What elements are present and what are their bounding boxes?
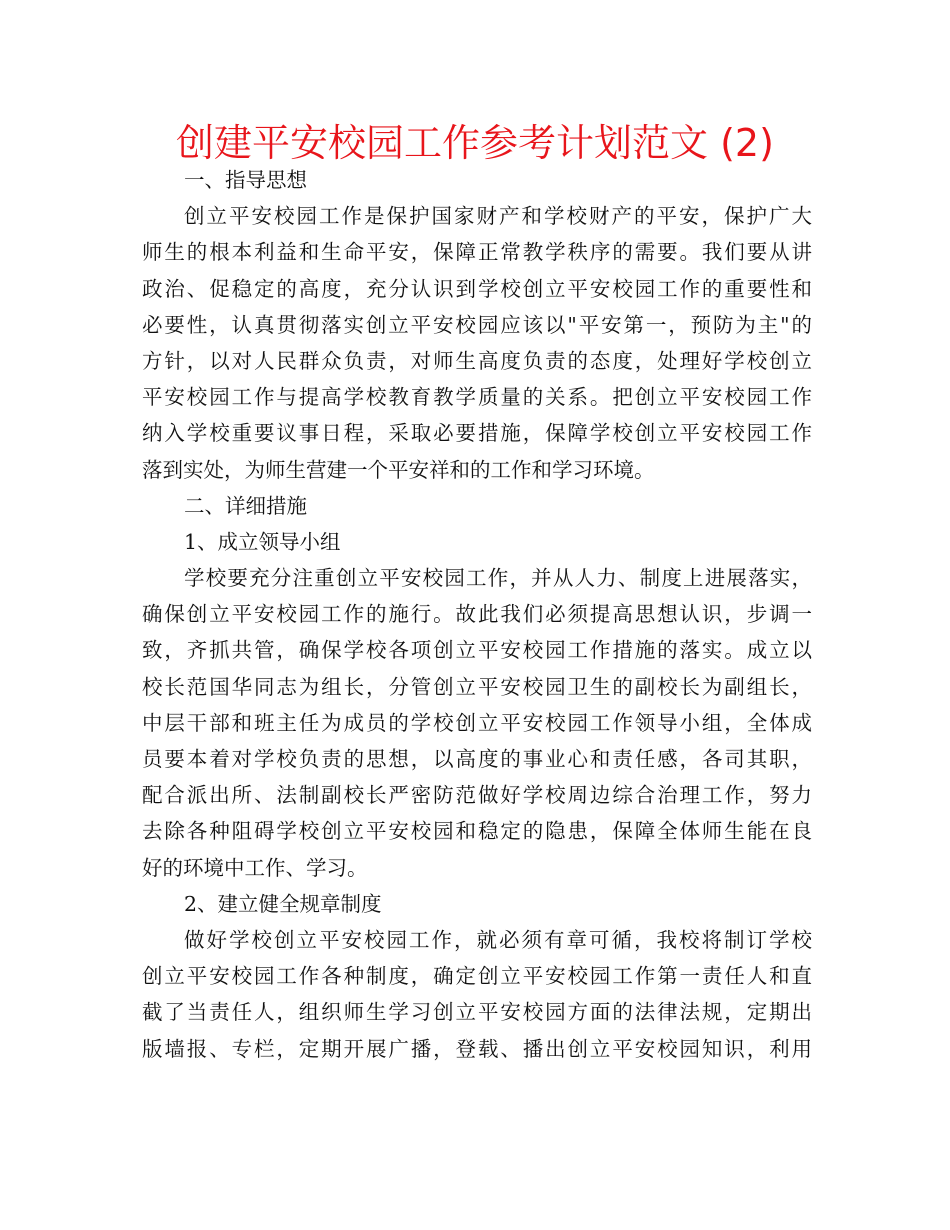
paragraph-line: 创立平安校园工作各种制度，确定创立平安校园工作第一责任人和直	[142, 964, 812, 989]
paragraph-line: 落到实处，为师生营建一个平安祥和的工作和学习环境。	[142, 457, 655, 482]
section-heading: 二、详细措施	[184, 493, 307, 518]
paragraph-line: 去除各种阻碍学校创立平安校园和稳定的隐患，保障全体师生能在良	[142, 819, 812, 844]
section-heading: 2、建立健全规章制度	[184, 891, 382, 916]
paragraph-line: 配合派出所、法制副校长严密防范做好学校周边综合治理工作，努力	[142, 783, 812, 808]
document-body	[142, 162, 812, 1067]
paragraph-line: 校长范国华同志为组长，分管创立平安校园卫生的副校长为副组长，	[142, 674, 812, 699]
paragraph-line: 版墙报、专栏，定期开展广播，登载、播出创立平安校园知识，利用	[142, 1036, 812, 1061]
section-heading: 1、成立领导小组	[184, 529, 341, 554]
paragraph-line: 确保创立平安校园工作的施行。故此我们必须提高思想认识，步调一	[142, 602, 812, 627]
paragraph-line: 创立平安校园工作是保护国家财产和学校财产的平安，保护广大	[184, 204, 812, 229]
paragraph-line: 做好学校创立平安校园工作，就必须有章可循，我校将制订学校	[184, 927, 812, 952]
paragraph-line: 方针，以对人民群众负责，对师生高度负责的态度，处理好学校创立	[142, 348, 812, 373]
paragraph-line: 政治、促稳定的高度，充分认识到学校创立平安校园工作的重要性和	[142, 276, 812, 301]
paragraph	[142, 198, 812, 488]
paragraph-line: 师生的根本利益和生命平安，保障正常教学秩序的需要。我们要从讲	[142, 240, 812, 265]
paragraph	[142, 560, 812, 886]
paragraph-line: 致，齐抓共管，确保学校各项创立平安校园工作措施的落实。成立以	[142, 638, 812, 663]
paragraph-line: 员要本着对学校负责的思想，以高度的事业心和责任感，各司其职，	[142, 747, 812, 771]
paragraph-line: 截了当责任人，组织师生学习创立平安校园方面的法律法规，定期出	[142, 1000, 812, 1025]
paragraph-line: 平安校园工作与提高学校教育教学质量的关系。把创立平安校园工作	[142, 385, 812, 410]
paragraph-line: 学校要充分注重创立平安校园工作，并从人力、制度上进展落实，	[184, 566, 812, 591]
document-title: 创建平安校园工作参考计划范文 (2)	[176, 121, 774, 165]
section-heading: 一、指导思想	[184, 168, 307, 192]
paragraph	[142, 922, 812, 1067]
paragraph-line: 好的环境中工作、学习。	[142, 855, 368, 880]
paragraph-line: 必要性，认真贯彻落实创立平安校园应该以"平安第一，预防为主"的	[142, 312, 812, 337]
paragraph-line: 中层干部和班主任为成员的学校创立平安校园工作领导小组，全体成	[142, 710, 812, 735]
paragraph-line: 纳入学校重要议事日程，采取必要措施，保障学校创立平安校园工作	[142, 421, 812, 446]
